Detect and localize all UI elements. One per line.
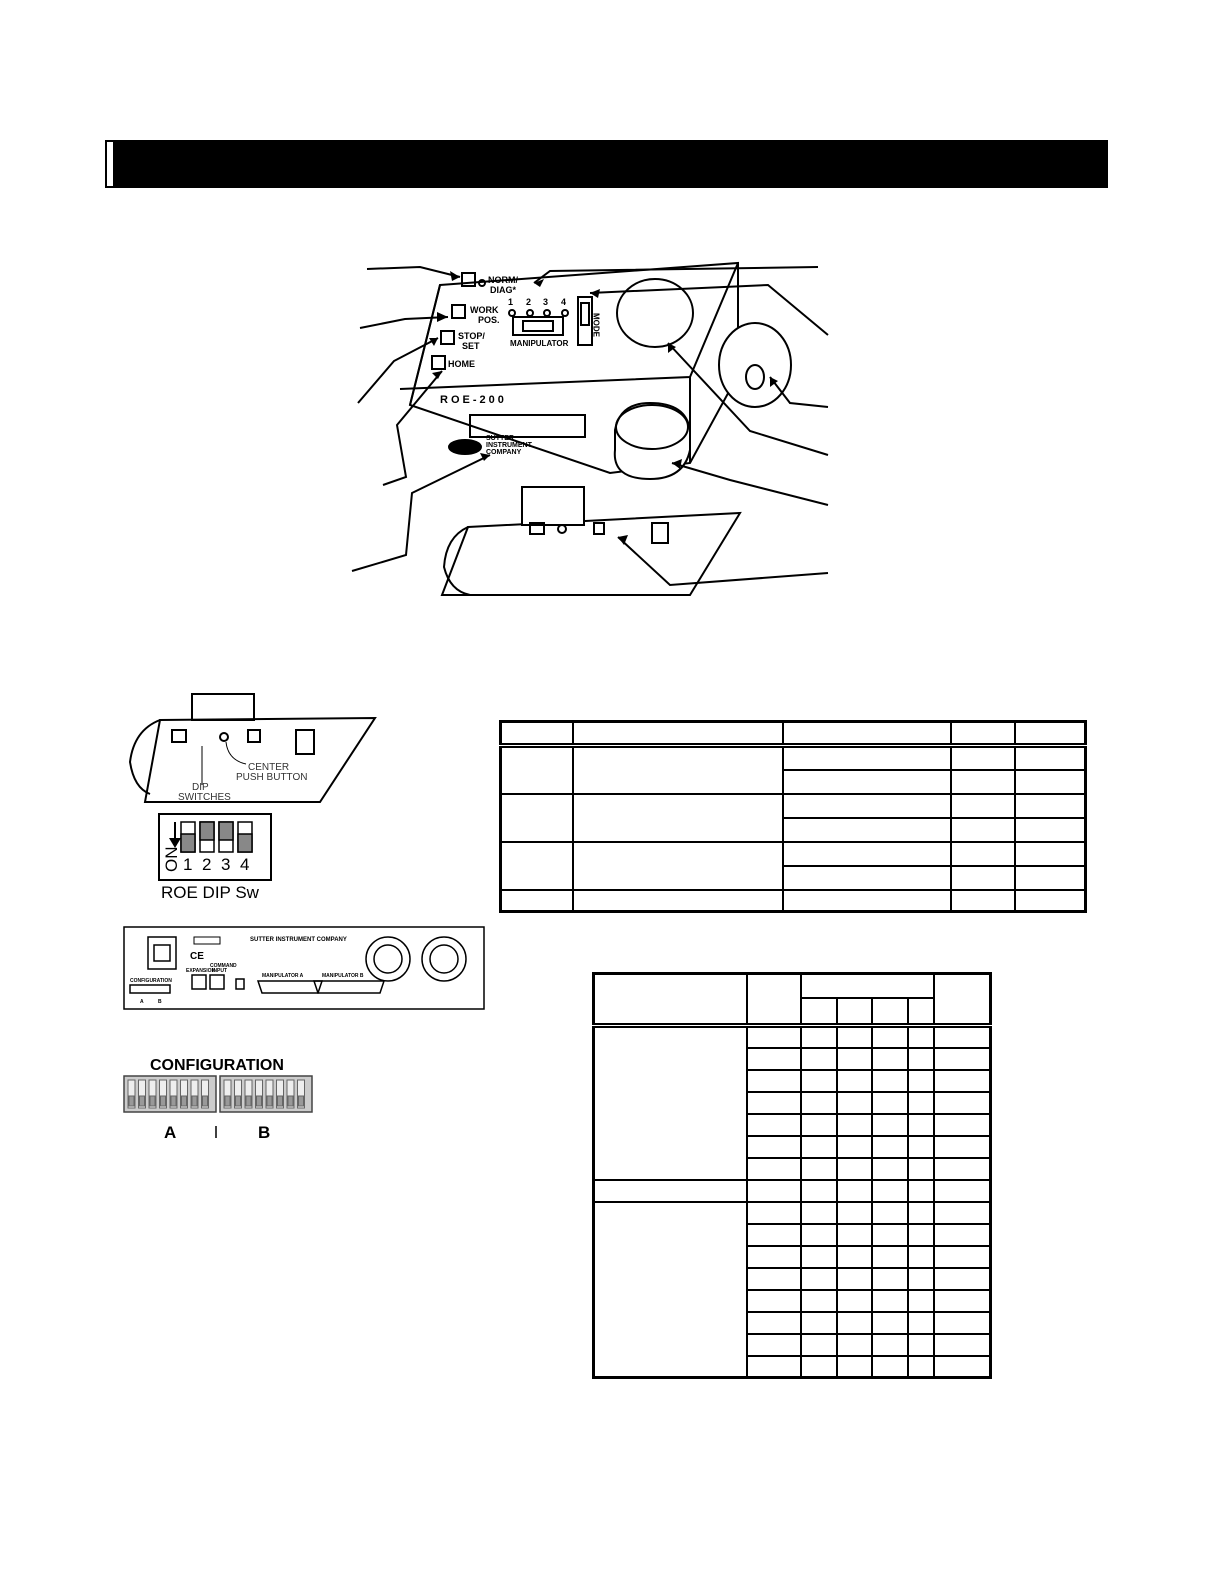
config-switch-knob xyxy=(236,1096,241,1106)
rear-command-input-label: COMMAND INPUT xyxy=(210,963,237,974)
config-switch-knob xyxy=(267,1096,272,1106)
config-switch-knob xyxy=(150,1096,155,1106)
home-label: HOME xyxy=(448,359,475,369)
table-header-row xyxy=(501,722,1086,746)
configuration-table xyxy=(592,972,992,1379)
dip-caption: ROE DIP Sw xyxy=(161,883,259,902)
rear-group-a: A xyxy=(140,999,144,1005)
roe-side-panel-figure xyxy=(120,690,380,805)
norm-diag-line1: NORM/ xyxy=(488,275,518,285)
config-switch-knob xyxy=(161,1096,166,1106)
config-switch-knob xyxy=(257,1096,262,1106)
config-switch-knob xyxy=(203,1096,208,1106)
table-row xyxy=(594,1202,991,1224)
mode-label: MODE xyxy=(591,313,601,337)
table-row xyxy=(501,794,1086,818)
table-row xyxy=(501,746,1086,770)
config-group-a: A xyxy=(164,1123,177,1142)
rear-company-label: SUTTER INSTRUMENT COMPANY xyxy=(250,937,347,943)
table-row xyxy=(594,1026,991,1048)
configuration-switch-figure xyxy=(122,1052,322,1144)
config-switch-knob xyxy=(299,1096,304,1106)
center-push-button-label: CENTER PUSH BUTTON xyxy=(236,762,308,783)
dip-number-4: 4 xyxy=(240,855,250,874)
rear-expansion-label: EXPANSION xyxy=(186,968,216,974)
rear-ce-mark: CE xyxy=(190,951,204,962)
config-switch-knob xyxy=(288,1096,293,1106)
table-row xyxy=(501,842,1086,866)
manipulator-number-2: 2 xyxy=(526,297,532,307)
config-switch-knob xyxy=(246,1096,251,1106)
config-switch-knob xyxy=(140,1096,145,1106)
rear-panel-figure xyxy=(122,925,486,1011)
configuration-title: CONFIGURATION xyxy=(150,1057,284,1074)
config-switch-knob xyxy=(171,1096,176,1106)
dip-switches-label: DIP SWITCHES xyxy=(178,782,231,803)
section-title-bar xyxy=(107,142,1106,186)
table-row xyxy=(594,1180,991,1202)
config-switch-knob xyxy=(278,1096,283,1106)
config-switch-knob xyxy=(182,1096,187,1106)
config-switch-knob xyxy=(225,1096,230,1106)
roe-dip-switch-figure xyxy=(155,810,285,905)
stop-set-label: STOP/ SET xyxy=(458,331,485,351)
settings-table xyxy=(499,720,1087,913)
company-label: SUTTER INSTRUMENT COMPANY xyxy=(486,435,532,456)
dip-number-3: 3 xyxy=(221,855,231,874)
dip-number-2: 2 xyxy=(202,855,212,874)
config-switch-knob xyxy=(192,1096,197,1106)
rear-configuration-label: CONFIGURATION xyxy=(130,978,172,984)
norm-diag-label: NORM/ DIAG* xyxy=(488,275,518,295)
roe-200-controller-figure xyxy=(350,255,830,615)
manipulator-number-4: 4 xyxy=(561,297,567,307)
manipulator-label: MANIPULATOR xyxy=(510,339,569,348)
table-header-row xyxy=(594,974,991,998)
rear-manipulator-b-label: MANIPULATOR B xyxy=(322,973,364,979)
table-row xyxy=(501,890,1086,912)
model-label: ROE-200 xyxy=(440,394,507,406)
config-group-b: B xyxy=(258,1123,271,1142)
dip-number-1: 1 xyxy=(183,855,193,874)
dip-on-label: ON xyxy=(162,846,181,872)
manipulator-number-3: 3 xyxy=(543,297,549,307)
rear-group-b: B xyxy=(158,999,162,1005)
work-pos-label: WORK POS. xyxy=(470,305,500,325)
rear-manipulator-a-label: MANIPULATOR A xyxy=(262,973,304,979)
config-switch-knob xyxy=(129,1096,134,1106)
manipulator-number-1: 1 xyxy=(508,297,514,307)
